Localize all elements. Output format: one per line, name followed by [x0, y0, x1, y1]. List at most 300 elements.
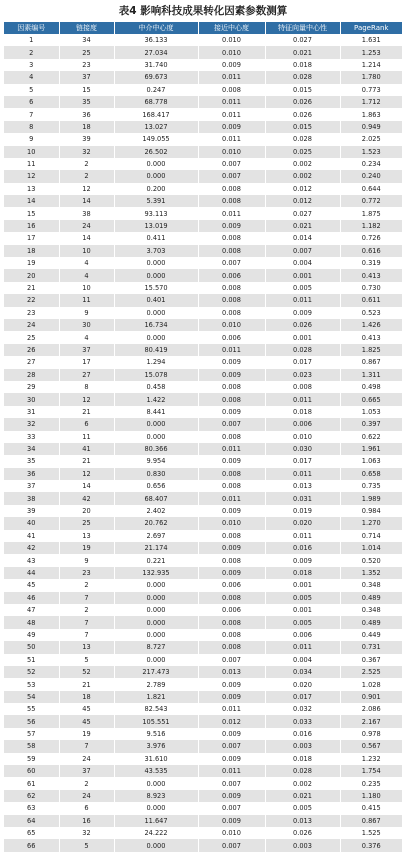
cell-factor-id: 10: [4, 146, 59, 158]
cell-degree: 21: [59, 406, 114, 418]
cell-factor-id: 38: [4, 492, 59, 504]
cell-eigenvector: 0.009: [265, 307, 340, 319]
cell-betweenness: 8.923: [114, 790, 198, 802]
cell-betweenness: 13.019: [114, 220, 198, 232]
cell-degree: 12: [59, 183, 114, 195]
cell-factor-id: 45: [4, 579, 59, 591]
cell-pagerank: 1.525: [340, 827, 402, 839]
table-row: [4, 133, 402, 145]
cell-closeness: 0.008: [198, 381, 265, 393]
cell-betweenness: 16.734: [114, 319, 198, 331]
cell-eigenvector: 0.033: [265, 715, 340, 727]
cell-eigenvector: 0.017: [265, 356, 340, 368]
cell-factor-id: 37: [4, 480, 59, 492]
cell-closeness: 0.008: [198, 468, 265, 480]
cell-factor-id: 61: [4, 777, 59, 789]
cell-eigenvector: 0.008: [265, 381, 340, 393]
cell-degree: 4: [59, 257, 114, 269]
table-row: [4, 59, 402, 71]
cell-factor-id: 39: [4, 505, 59, 517]
table-row: [4, 307, 402, 319]
cell-closeness: 0.011: [198, 207, 265, 219]
cell-betweenness: 168.417: [114, 108, 198, 120]
table-row: [4, 418, 402, 430]
cell-eigenvector: 0.011: [265, 530, 340, 542]
cell-degree: 11: [59, 294, 114, 306]
cell-degree: 16: [59, 815, 114, 827]
cell-closeness: 0.009: [198, 59, 265, 71]
cell-degree: 24: [59, 753, 114, 765]
cell-eigenvector: 0.002: [265, 170, 340, 182]
cell-degree: 14: [59, 232, 114, 244]
data-table: [4, 22, 402, 852]
table-row: [4, 96, 402, 108]
cell-betweenness: 15.078: [114, 369, 198, 381]
cell-closeness: 0.007: [198, 418, 265, 430]
cell-pagerank: 1.270: [340, 517, 402, 529]
cell-eigenvector: 0.003: [265, 839, 340, 851]
table-row: [4, 703, 402, 715]
cell-eigenvector: 0.016: [265, 728, 340, 740]
cell-eigenvector: 0.011: [265, 393, 340, 405]
cell-closeness: 0.011: [198, 703, 265, 715]
cell-closeness: 0.008: [198, 641, 265, 653]
table-row: [4, 195, 402, 207]
cell-betweenness: 0.000: [114, 839, 198, 851]
cell-pagerank: 0.348: [340, 604, 402, 616]
cell-eigenvector: 0.032: [265, 703, 340, 715]
cell-pagerank: 0.622: [340, 431, 402, 443]
cell-degree: 14: [59, 195, 114, 207]
cell-closeness: 0.006: [198, 579, 265, 591]
cell-pagerank: 0.489: [340, 616, 402, 628]
cell-closeness: 0.009: [198, 505, 265, 517]
table-row: [4, 344, 402, 356]
cell-factor-id: 41: [4, 530, 59, 542]
cell-degree: 17: [59, 356, 114, 368]
cell-eigenvector: 0.031: [265, 492, 340, 504]
cell-factor-id: 28: [4, 369, 59, 381]
cell-degree: 21: [59, 678, 114, 690]
cell-degree: 13: [59, 530, 114, 542]
cell-betweenness: 31.610: [114, 753, 198, 765]
cell-betweenness: 0.000: [114, 418, 198, 430]
cell-eigenvector: 0.001: [265, 604, 340, 616]
cell-factor-id: 23: [4, 307, 59, 319]
cell-eigenvector: 0.020: [265, 517, 340, 529]
cell-eigenvector: 0.014: [265, 232, 340, 244]
cell-betweenness: 27.034: [114, 46, 198, 58]
cell-degree: 4: [59, 331, 114, 343]
cell-degree: 32: [59, 827, 114, 839]
cell-pagerank: 2.167: [340, 715, 402, 727]
cell-pagerank: 1.053: [340, 406, 402, 418]
cell-degree: 2: [59, 777, 114, 789]
cell-factor-id: 25: [4, 331, 59, 343]
cell-pagerank: 0.498: [340, 381, 402, 393]
cell-factor-id: 13: [4, 183, 59, 195]
cell-pagerank: 0.616: [340, 245, 402, 257]
cell-degree: 7: [59, 629, 114, 641]
cell-betweenness: 0.000: [114, 604, 198, 616]
cell-closeness: 0.006: [198, 269, 265, 281]
cell-eigenvector: 0.018: [265, 406, 340, 418]
cell-factor-id: 40: [4, 517, 59, 529]
cell-eigenvector: 0.034: [265, 666, 340, 678]
table-row: [4, 319, 402, 331]
cell-factor-id: 29: [4, 381, 59, 393]
cell-degree: 25: [59, 46, 114, 58]
cell-pagerank: 0.611: [340, 294, 402, 306]
cell-pagerank: 0.773: [340, 84, 402, 96]
cell-closeness: 0.008: [198, 616, 265, 628]
cell-factor-id: 36: [4, 468, 59, 480]
cell-pagerank: 1.232: [340, 753, 402, 765]
cell-pagerank: 1.712: [340, 96, 402, 108]
cell-pagerank: 0.240: [340, 170, 402, 182]
cell-eigenvector: 0.026: [265, 108, 340, 120]
cell-pagerank: 0.726: [340, 232, 402, 244]
cell-closeness: 0.007: [198, 740, 265, 752]
cell-betweenness: 11.647: [114, 815, 198, 827]
cell-degree: 45: [59, 703, 114, 715]
cell-betweenness: 0.000: [114, 269, 198, 281]
cell-betweenness: 0.458: [114, 381, 198, 393]
cell-pagerank: 1.214: [340, 59, 402, 71]
cell-pagerank: 1.863: [340, 108, 402, 120]
cell-factor-id: 31: [4, 406, 59, 418]
cell-factor-id: 53: [4, 678, 59, 690]
cell-pagerank: 1.426: [340, 319, 402, 331]
cell-eigenvector: 0.009: [265, 554, 340, 566]
cell-pagerank: 0.397: [340, 418, 402, 430]
cell-betweenness: 68.407: [114, 492, 198, 504]
cell-pagerank: 0.319: [340, 257, 402, 269]
cell-eigenvector: 0.012: [265, 195, 340, 207]
cell-closeness: 0.009: [198, 678, 265, 690]
cell-pagerank: 0.949: [340, 121, 402, 133]
table-row: [4, 381, 402, 393]
cell-closeness: 0.011: [198, 765, 265, 777]
cell-betweenness: 0.830: [114, 468, 198, 480]
cell-factor-id: 30: [4, 393, 59, 405]
cell-closeness: 0.009: [198, 356, 265, 368]
cell-betweenness: 20.762: [114, 517, 198, 529]
table-row: [4, 592, 402, 604]
cell-eigenvector: 0.012: [265, 183, 340, 195]
cell-factor-id: 65: [4, 827, 59, 839]
cell-betweenness: 3.976: [114, 740, 198, 752]
cell-factor-id: 59: [4, 753, 59, 765]
cell-degree: 18: [59, 691, 114, 703]
cell-degree: 19: [59, 728, 114, 740]
table-row: [4, 282, 402, 294]
cell-factor-id: 62: [4, 790, 59, 802]
header-factor-id: 因素编号: [4, 22, 59, 34]
cell-factor-id: 66: [4, 839, 59, 851]
cell-closeness: 0.011: [198, 443, 265, 455]
cell-degree: 18: [59, 121, 114, 133]
cell-pagerank: 0.449: [340, 629, 402, 641]
cell-closeness: 0.009: [198, 815, 265, 827]
table-row: [4, 753, 402, 765]
cell-degree: 25: [59, 517, 114, 529]
table-row: [4, 331, 402, 343]
table-row: [4, 257, 402, 269]
table-row: [4, 455, 402, 467]
cell-closeness: 0.009: [198, 790, 265, 802]
cell-eigenvector: 0.028: [265, 344, 340, 356]
cell-closeness: 0.008: [198, 592, 265, 604]
cell-factor-id: 54: [4, 691, 59, 703]
cell-closeness: 0.010: [198, 46, 265, 58]
cell-factor-id: 1: [4, 34, 59, 46]
cell-eigenvector: 0.002: [265, 158, 340, 170]
table-row: [4, 480, 402, 492]
table-row: [4, 492, 402, 504]
cell-factor-id: 49: [4, 629, 59, 641]
cell-pagerank: 0.731: [340, 641, 402, 653]
cell-betweenness: 0.000: [114, 158, 198, 170]
cell-closeness: 0.009: [198, 691, 265, 703]
table-row: [4, 579, 402, 591]
cell-factor-id: 51: [4, 654, 59, 666]
cell-degree: 9: [59, 554, 114, 566]
cell-pagerank: 0.665: [340, 393, 402, 405]
cell-factor-id: 5: [4, 84, 59, 96]
cell-pagerank: 2.025: [340, 133, 402, 145]
cell-pagerank: 0.867: [340, 815, 402, 827]
cell-closeness: 0.008: [198, 245, 265, 257]
cell-betweenness: 21.174: [114, 542, 198, 554]
table-row: [4, 207, 402, 219]
cell-pagerank: 2.525: [340, 666, 402, 678]
cell-betweenness: 0.000: [114, 616, 198, 628]
table-row: [4, 777, 402, 789]
cell-factor-id: 17: [4, 232, 59, 244]
cell-betweenness: 9.954: [114, 455, 198, 467]
cell-betweenness: 0.411: [114, 232, 198, 244]
cell-betweenness: 1.422: [114, 393, 198, 405]
table-row: [4, 269, 402, 281]
cell-degree: 10: [59, 282, 114, 294]
table-row: [4, 443, 402, 455]
table-row: [4, 170, 402, 182]
cell-closeness: 0.011: [198, 96, 265, 108]
cell-closeness: 0.008: [198, 393, 265, 405]
cell-closeness: 0.008: [198, 195, 265, 207]
cell-pagerank: 1.875: [340, 207, 402, 219]
cell-degree: 52: [59, 666, 114, 678]
cell-pagerank: 1.063: [340, 455, 402, 467]
table-row: [4, 369, 402, 381]
cell-factor-id: 20: [4, 269, 59, 281]
cell-betweenness: 0.000: [114, 170, 198, 182]
table-row: [4, 183, 402, 195]
cell-betweenness: 0.000: [114, 592, 198, 604]
cell-betweenness: 0.000: [114, 777, 198, 789]
cell-betweenness: 0.000: [114, 431, 198, 443]
cell-closeness: 0.007: [198, 802, 265, 814]
cell-eigenvector: 0.001: [265, 579, 340, 591]
cell-eigenvector: 0.021: [265, 790, 340, 802]
cell-factor-id: 22: [4, 294, 59, 306]
table-row: [4, 71, 402, 83]
cell-eigenvector: 0.028: [265, 765, 340, 777]
cell-pagerank: 0.867: [340, 356, 402, 368]
cell-factor-id: 60: [4, 765, 59, 777]
table-row: [4, 356, 402, 368]
header-row: [4, 22, 402, 34]
cell-degree: 2: [59, 158, 114, 170]
cell-eigenvector: 0.023: [265, 369, 340, 381]
table-row: [4, 542, 402, 554]
table-row: [4, 517, 402, 529]
cell-betweenness: 0.000: [114, 307, 198, 319]
cell-degree: 10: [59, 245, 114, 257]
cell-pagerank: 0.978: [340, 728, 402, 740]
cell-degree: 32: [59, 146, 114, 158]
cell-degree: 30: [59, 319, 114, 331]
cell-pagerank: 0.415: [340, 802, 402, 814]
cell-betweenness: 68.778: [114, 96, 198, 108]
cell-betweenness: 13.027: [114, 121, 198, 133]
cell-pagerank: 0.730: [340, 282, 402, 294]
cell-factor-id: 33: [4, 431, 59, 443]
cell-factor-id: 47: [4, 604, 59, 616]
table-row: [4, 554, 402, 566]
cell-betweenness: 9.516: [114, 728, 198, 740]
cell-betweenness: 1.821: [114, 691, 198, 703]
cell-eigenvector: 0.026: [265, 319, 340, 331]
header-pagerank: PageRank: [340, 22, 402, 34]
cell-closeness: 0.008: [198, 431, 265, 443]
cell-factor-id: 35: [4, 455, 59, 467]
cell-closeness: 0.009: [198, 406, 265, 418]
table-row: [4, 245, 402, 257]
cell-degree: 37: [59, 344, 114, 356]
cell-eigenvector: 0.020: [265, 678, 340, 690]
cell-closeness: 0.008: [198, 480, 265, 492]
cell-betweenness: 69.673: [114, 71, 198, 83]
cell-betweenness: 0.000: [114, 331, 198, 343]
table-row: [4, 505, 402, 517]
cell-betweenness: 8.727: [114, 641, 198, 653]
cell-betweenness: 24.222: [114, 827, 198, 839]
cell-degree: 2: [59, 579, 114, 591]
cell-pagerank: 0.644: [340, 183, 402, 195]
table-title: 表4 影响科技成果转化因素参数测算: [118, 5, 288, 17]
cell-factor-id: 46: [4, 592, 59, 604]
table-row: [4, 827, 402, 839]
table-row: [4, 641, 402, 653]
table-row: [4, 765, 402, 777]
cell-betweenness: 132.935: [114, 567, 198, 579]
cell-closeness: 0.009: [198, 728, 265, 740]
cell-closeness: 0.008: [198, 629, 265, 641]
cell-degree: 23: [59, 59, 114, 71]
header-eigenvector: 特征向量中心性: [265, 22, 340, 34]
cell-degree: 11: [59, 431, 114, 443]
table-row: [4, 790, 402, 802]
cell-betweenness: 1.294: [114, 356, 198, 368]
cell-eigenvector: 0.001: [265, 331, 340, 343]
cell-degree: 45: [59, 715, 114, 727]
cell-eigenvector: 0.017: [265, 691, 340, 703]
cell-factor-id: 56: [4, 715, 59, 727]
cell-betweenness: 5.391: [114, 195, 198, 207]
cell-eigenvector: 0.010: [265, 431, 340, 443]
cell-closeness: 0.010: [198, 146, 265, 158]
cell-factor-id: 44: [4, 567, 59, 579]
cell-eigenvector: 0.028: [265, 133, 340, 145]
cell-eigenvector: 0.027: [265, 34, 340, 46]
table-row: [4, 146, 402, 158]
cell-eigenvector: 0.001: [265, 269, 340, 281]
cell-pagerank: 1.961: [340, 443, 402, 455]
cell-betweenness: 0.200: [114, 183, 198, 195]
cell-pagerank: 1.754: [340, 765, 402, 777]
cell-pagerank: 1.311: [340, 369, 402, 381]
cell-degree: 41: [59, 443, 114, 455]
cell-closeness: 0.008: [198, 232, 265, 244]
cell-degree: 2: [59, 604, 114, 616]
table-row: [4, 158, 402, 170]
cell-closeness: 0.009: [198, 753, 265, 765]
table-row: [4, 34, 402, 46]
cell-closeness: 0.006: [198, 604, 265, 616]
header-degree: 链接度: [59, 22, 114, 34]
cell-eigenvector: 0.005: [265, 282, 340, 294]
cell-betweenness: 43.535: [114, 765, 198, 777]
cell-betweenness: 26.502: [114, 146, 198, 158]
cell-betweenness: 3.703: [114, 245, 198, 257]
cell-eigenvector: 0.028: [265, 71, 340, 83]
table-row: [4, 839, 402, 851]
cell-betweenness: 0.221: [114, 554, 198, 566]
cell-eigenvector: 0.005: [265, 616, 340, 628]
cell-closeness: 0.008: [198, 183, 265, 195]
cell-pagerank: 1.631: [340, 34, 402, 46]
table-row: [4, 678, 402, 690]
cell-factor-id: 63: [4, 802, 59, 814]
cell-factor-id: 4: [4, 71, 59, 83]
cell-closeness: 0.011: [198, 133, 265, 145]
cell-closeness: 0.007: [198, 170, 265, 182]
table-row: [4, 815, 402, 827]
cell-closeness: 0.007: [198, 257, 265, 269]
table-row: [4, 728, 402, 740]
table-row: [4, 294, 402, 306]
cell-closeness: 0.007: [198, 654, 265, 666]
cell-eigenvector: 0.013: [265, 480, 340, 492]
table-row: [4, 468, 402, 480]
cell-factor-id: 6: [4, 96, 59, 108]
cell-degree: 19: [59, 542, 114, 554]
cell-degree: 38: [59, 207, 114, 219]
cell-factor-id: 42: [4, 542, 59, 554]
table-row: [4, 604, 402, 616]
cell-eigenvector: 0.005: [265, 802, 340, 814]
table-row: [4, 84, 402, 96]
cell-degree: 27: [59, 369, 114, 381]
cell-degree: 35: [59, 96, 114, 108]
cell-pagerank: 1.523: [340, 146, 402, 158]
cell-eigenvector: 0.019: [265, 505, 340, 517]
cell-closeness: 0.011: [198, 492, 265, 504]
cell-pagerank: 0.714: [340, 530, 402, 542]
cell-factor-id: 11: [4, 158, 59, 170]
